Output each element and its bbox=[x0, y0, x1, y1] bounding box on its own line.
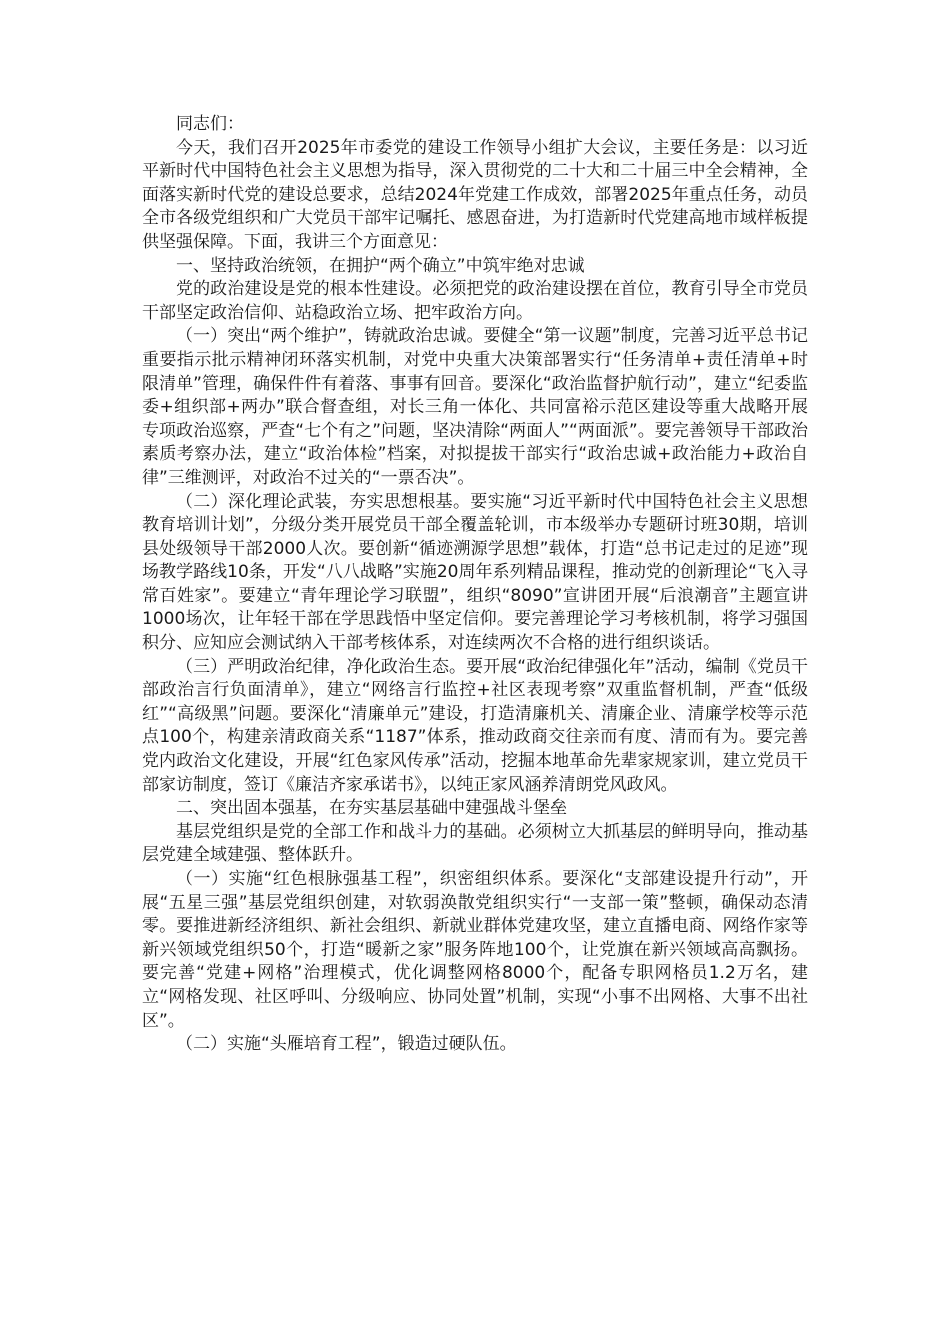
section-1-item-2: （二）深化理论武装，夯实思想根基。要实施“习近平新时代中国特色社会主义思想教育培训计划”，分级分类开展党员干部全覆盖轮训，市本级举办专题研讨班30期，培训县处级领导干部2000人次。要创新“循迹溯源学思想”载体，打造“总书记走过的足迹”现场教学路线10条，开发“八八战略”实施20周年系列精品课程，推动党的创新理论“飞入寻常百姓家”。要建立“青年理论学习联盟”，组织“8090”宣讲团开展“后浪潮音”主题宣讲1000场次，让年轻干部在学思践悟中坚定信仰。要完善理论学习考核机制，将学习强国积分、应知应会测试纳入干部考核体系，对连续两次不合格的进行组织谈话。 bbox=[142, 491, 808, 654]
section-1-item-3: （三）严明政治纪律，净化政治生态。要开展“政治纪律强化年”活动，编制《党员干部政治言行负面清单》，建立“网络言行监控+社区表现考察”双重监督机制，严查“低级红”“高级黑”问题。要深化“清廉单元”建设，打造清廉机关、清廉企业、清廉学校等示范点100个，构建亲清政商关系“1187”体系，推动政商交往亲而有度、清而有为。要完善党内政治文化建设，开展“红色家风传承”活动，挖掘本地革命先辈家规家训，建立党员干部家访制度，签订《廉洁齐家承诺书》，以纯正家风涵养清朗党风政风。 bbox=[142, 656, 808, 795]
section-2-lead: 基层党组织是党的全部工作和战斗力的基础。必须树立大抓基层的鲜明导向，推动基层党建全域建强、整体跃升。 bbox=[142, 821, 808, 866]
section-2-item-2: （二）实施“头雁培育工程”，锻造过硬队伍。 bbox=[176, 1034, 517, 1055]
intro-paragraph: 今天，我们召开2025年市委党的建设工作领导小组扩大会议，主要任务是：以习近平新时代中国特色社会主义思想为指导，深入贯彻党的二十大和二十届三中全会精神，全面落实新时代党的建设总要求，总结2024年党建工作成效，部署2025年重点任务，动员全市各级党组织和广大党员干部牢记嘱托、感恩奋进，为打造新时代党建高地市域样板提供坚强保障。下面，我讲三个方面意见： bbox=[142, 137, 808, 252]
section-1-lead: 党的政治建设是党的根本性建设。必须把党的政治建设摆在首位，教育引导全市党员干部坚定政治信仰、站稳政治立场、把牢政治方向。 bbox=[142, 279, 808, 323]
section-2-item-1: （一）实施“红色根脉强基工程”，织密组织体系。要深化“支部建设提升行动”，开展“五星三强”基层党组织创建，对软弱涣散党组织实行“一支部一策”整顿，确保动态清零。要推进新经济组织、新社会组织、新就业群体党建攻坚，建立直播电商、网络作家等新兴领域党组织50个，打造“暖新之家”服务阵地100个，让党旗在新兴领域高高飘扬。要完善“党建+网格”治理模式，优化调整网格8000个，配备专职网格员1.2万名，建立“网格发现、社区呼叫、分级响应、协同处置”机制，实现“小事不出网格、大事不出社区”。 bbox=[142, 869, 808, 1031]
section-1-heading: 一、坚持政治统领，在拥护“两个确立”中筑牢绝对忠诚 bbox=[176, 255, 585, 276]
salutation: 同志们： bbox=[176, 114, 244, 134]
section-2-heading: 二、突出固本强基，在夯实基层基础中建强战斗堡垒 bbox=[176, 798, 567, 819]
section-1-item-1: （一）突出“两个维护”，铸就政治忠诚。要健全“第一议题”制度，完善习近平总书记重要指示批示精神闭环落实机制，对党中央重大决策部署实行“任务清单+责任清单+时限清单”管理，确保件件有着落、事事有回音。要深化“政治监督护航行动”，建立“纪委监委+组织部+两办”联合督查组，对长三角一体化、共同富裕示范区建设等重大战略开展专项政治巡察，严查“七个有之”问题，坚决清除“两面人”“两面派”。要完善领导干部政治素质考察办法，建立“政治体检”档案，对拟提拔干部实行“政治忠诚+政治能力+政治自律”三维测评，对政治不过关的“一票否决”。 bbox=[142, 326, 808, 488]
